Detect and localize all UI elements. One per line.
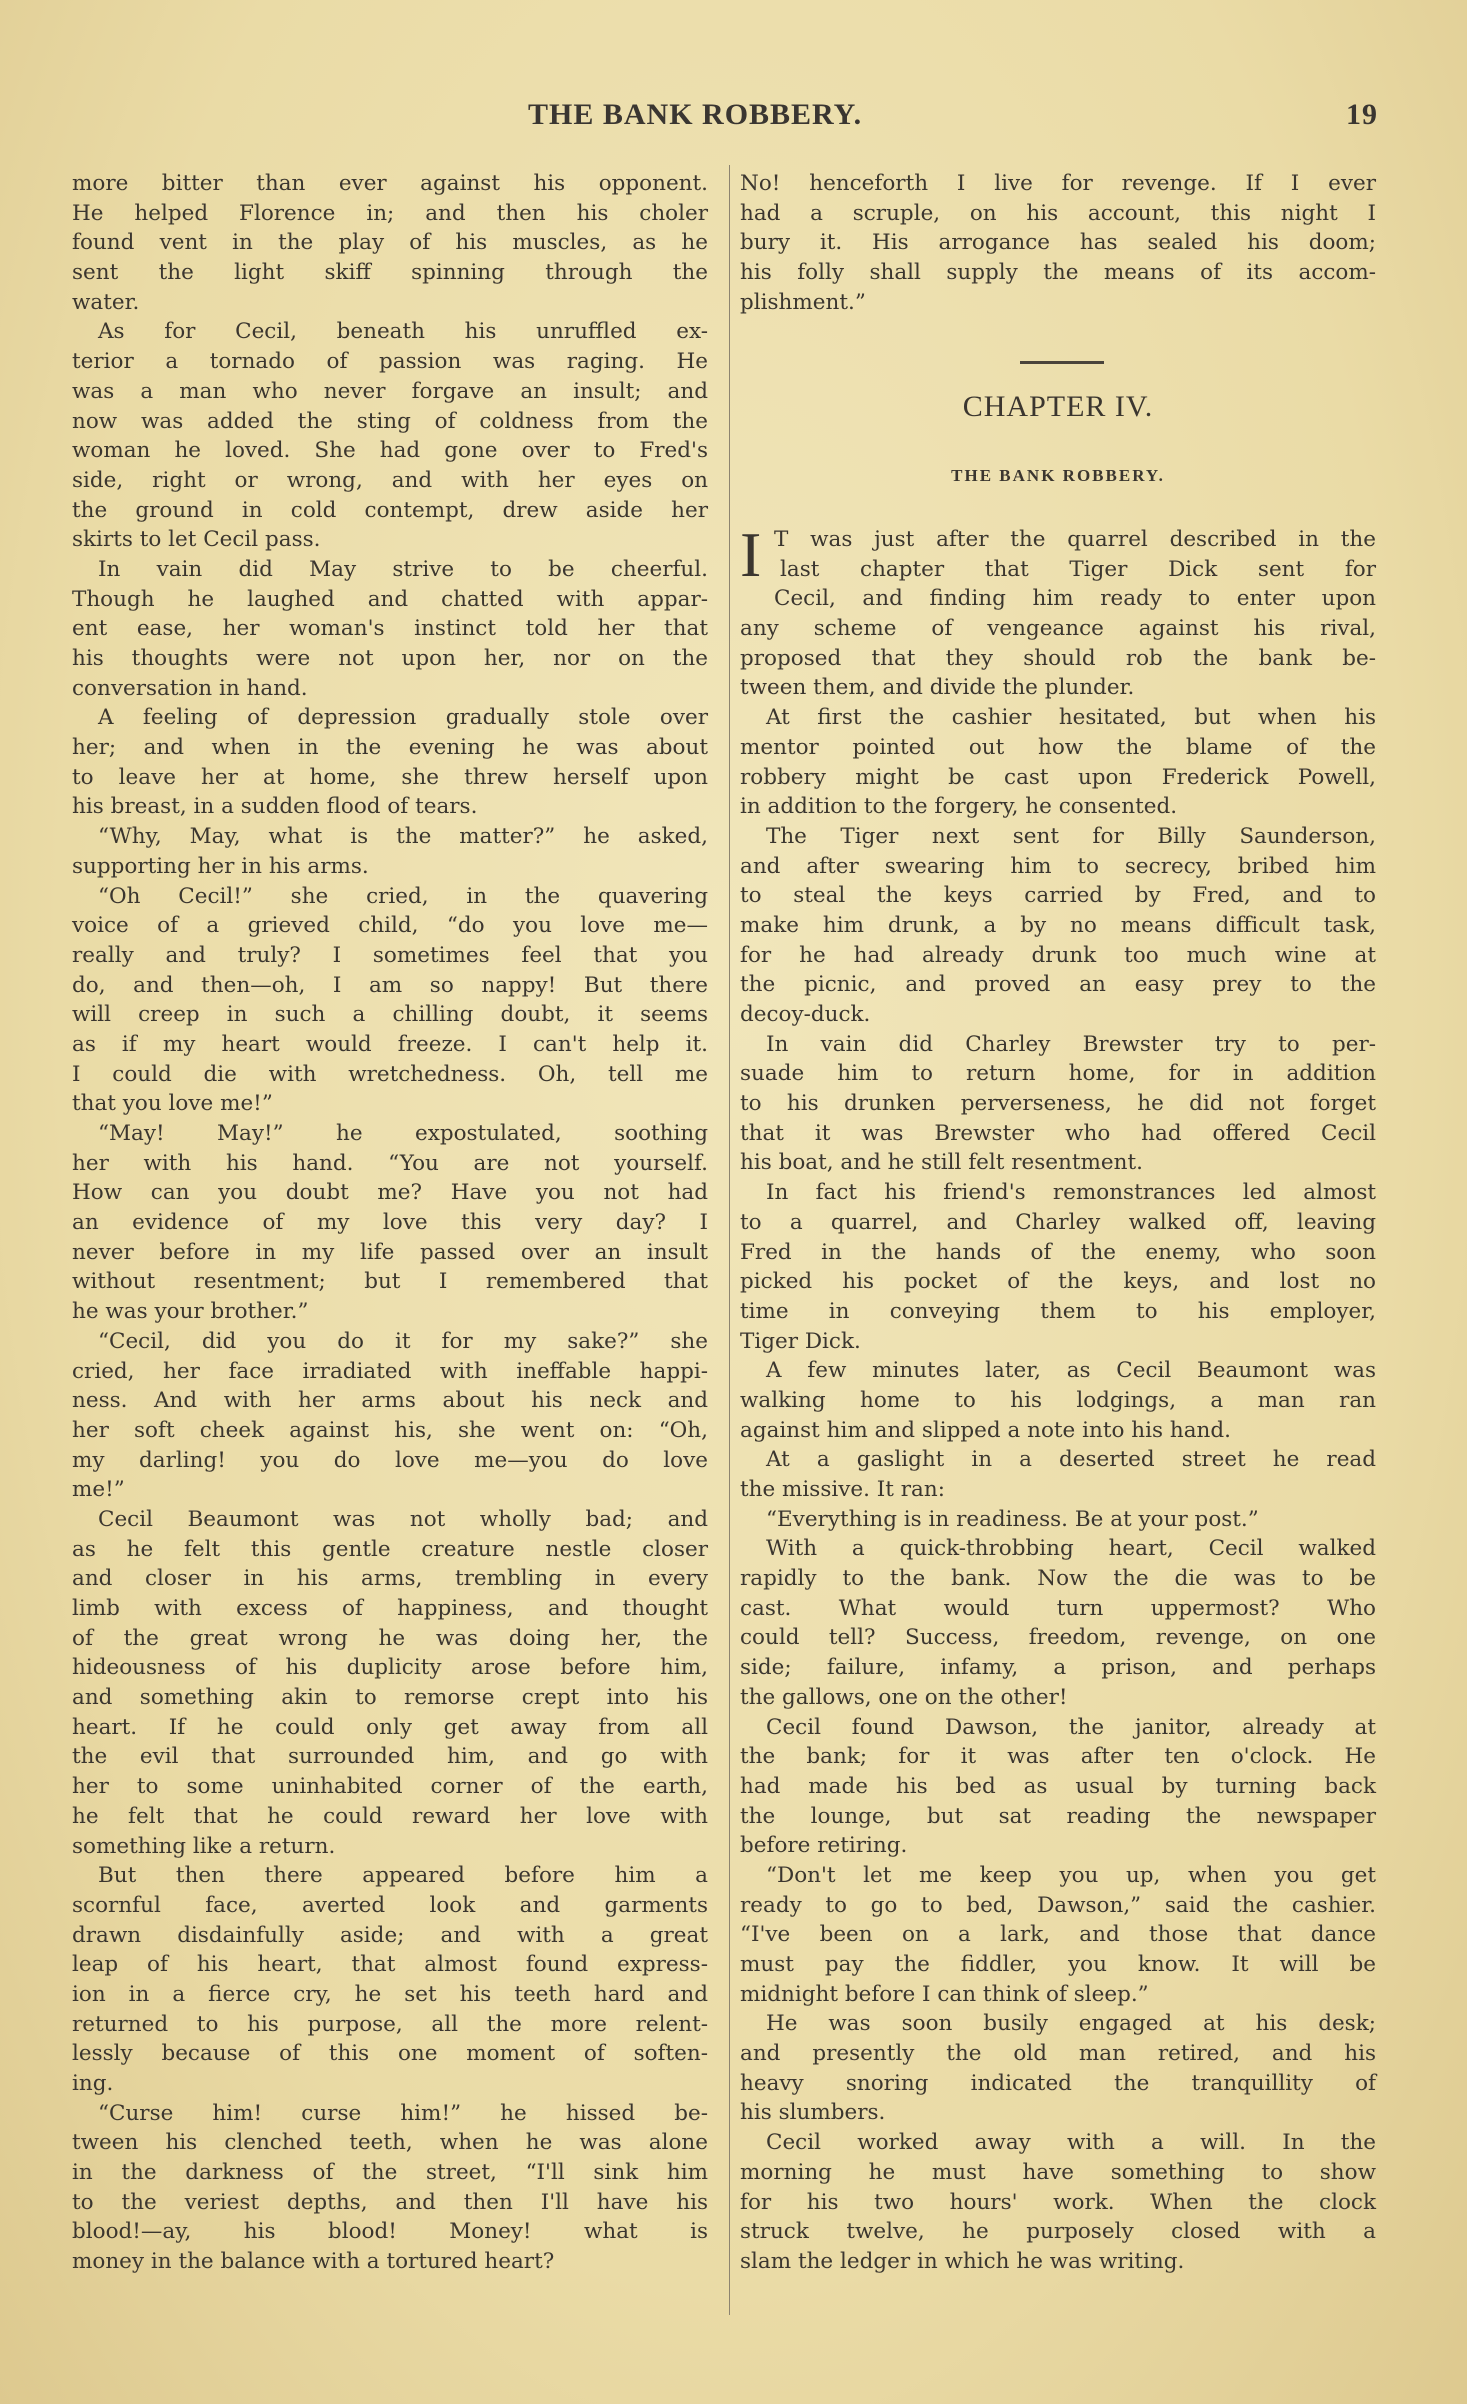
paragraph [72,555,708,703]
text-line: an evidence of my love this very day? I [72,1210,708,1236]
text-line: as he felt this gentle creature nestle closer [72,1536,708,1562]
text-line: bury it. His arrogance has sealed his doom; [740,230,1376,256]
chapter-subtitle: THE BANK ROBBERY. [951,466,1165,485]
text-line: slam the ledger in which he was writing. [740,2248,1185,2274]
text-line: in addition to the forgery, he consented. [740,794,1178,820]
text-line: tween them, and divide the plunder. [740,675,1135,701]
text-line: skirts to let Cecil pass. [72,527,321,553]
text-line: to steal the keys carried by Fred, and to [740,883,1376,909]
text-line: suade him to return home, for in addition [740,1061,1376,1087]
text-line: her with his hand. “You are not yourself. [72,1150,708,1176]
text-line: the picnic, and proved an easy prey to the [740,972,1376,998]
text-line: drawn disdainfully aside; and with a great [72,1922,708,1948]
text-line: As for Cecil, beneath his unruffled ex- [98,319,708,345]
text-line: struck twelve, he purposely closed with a [740,2219,1376,2245]
paragraph [740,2009,1376,2128]
text-line: scornful face, averted look and garments [72,1892,708,1918]
text-line: do, and then—oh, I am so nappy! But there [72,972,708,998]
text-line: Tiger Dick. [740,1328,861,1354]
text-line: conversation in hand. [72,675,308,701]
text-line: cast. What would turn uppermost? Who [740,1595,1376,1621]
text-line: “Everything is in readiness. Be at your post.” [766,1506,1259,1532]
text-line: terior a tornado of passion was raging. He [72,349,708,375]
text-line: and after swearing him to secrecy, bribed him [740,853,1376,879]
text-line: last chapter that Tiger Dick sent for [780,556,1376,582]
paragraph [740,822,1376,1030]
text-line: and something akin to remorse crept into his [72,1685,708,1711]
paragraph [72,703,708,822]
right-column-opening [740,169,1376,317]
text-line: the gallows, one on the other! [740,1684,1068,1710]
text-line: ion in a fierce cry, he set his teeth hard and [72,1981,708,2007]
text-line: really and truly? I sometimes feel that you [72,942,708,968]
text-line: found vent in the play of his muscles, as he [72,230,708,256]
text-line: had made his bed as usual by turning back [740,1773,1376,1799]
paragraph [72,1505,708,1861]
text-line: now was added the sting of coldness from the [72,408,708,434]
text-line: “Cecil, did you do it for my sake?” she [98,1328,708,1354]
paragraph [72,1119,708,1327]
text-line: more bitter than ever against his opponent. [72,171,708,196]
text-line: At first the cashier hesitated, but when his [766,705,1376,731]
text-line: Cecil Beaumont was not wholly bad; and [98,1506,708,1532]
text-line: plishment.” [740,289,866,315]
text-line: and presently the old man retired, and his [740,2041,1376,2067]
text-line: Cecil worked away with a will. In the [766,2130,1376,2156]
text-line: walking home to his lodgings, a man ran [740,1387,1376,1413]
text-line: proposed that they should rob the bank be- [740,645,1376,671]
paragraph [740,1534,1376,1712]
paragraph [740,1713,1376,1861]
text-line: hideousness of his duplicity arose before him, [72,1655,708,1681]
text-line: any scheme of vengeance against his rival, [740,616,1376,642]
text-line: my darling! you do love me—you do love [72,1447,708,1473]
text-line: rapidly to the bank. Now the die was to be [740,1566,1376,1592]
paragraph [740,1505,1376,1535]
text-line: returned to his purpose, all the more relent- [72,2011,708,2037]
text-line: side, right or wrong, and with her eyes on [72,467,708,493]
text-line: time in conveying them to his employer, [740,1298,1376,1324]
column-divider [729,165,730,2315]
text-line: will creep in such a chilling doubt, it seems [72,1002,708,1028]
text-line: decoy-duck. [740,1002,871,1027]
paragraph [72,1861,708,2099]
text-line: her soft cheek against his, she went on: “Oh, [72,1417,708,1443]
text-line: A few minutes later, as Cecil Beaumont was [766,1358,1376,1384]
paragraph [72,169,708,317]
text-line: as if my heart would freeze. I can't help it. [72,1031,708,1057]
text-line: In fact his friend's remonstrances led almost [766,1180,1376,1206]
text-line: to leave her at home, she threw herself upon [72,764,708,790]
paragraph [72,1327,708,1505]
text-line: Fred in the hands of the enemy, who soon [740,1239,1376,1265]
text-line: No! henceforth I live for revenge. If I ever [740,171,1376,196]
first-paragraph [740,519,1376,703]
text-line: “I've been on a lark, and those that dance [740,1922,1376,1948]
text-line: must pay the fiddler, you know. It will be [740,1952,1376,1977]
text-line: “Why, May, what is the matter?” he asked, [98,824,708,850]
text-line: the lounge, but sat reading the newspaper [740,1803,1376,1829]
text-line: woman he loved. She had gone over to Fred's [72,438,708,464]
text-line: ent ease, her woman's instinct told her that [72,616,708,642]
text-line: was a man who never forgave an insult; and [72,378,708,404]
text-line: that you love me!” [72,1091,273,1117]
text-line: lessly because of this one moment of soften- [72,2041,708,2067]
text-line: the bank; for it was after ten o'clock. He [740,1744,1376,1770]
text-line: in the darkness of the street, “I'll sink him [72,2160,708,2186]
text-line: heart. If he could only get away from all [72,1714,708,1740]
text-line: He was soon busily engaged at his desk; [766,2011,1376,2037]
text-line: ing. [72,2071,114,2096]
text-line: of the great wrong he was doing her, the [72,1625,708,1651]
text-line: How can you doubt me? Have you not had [72,1180,708,1206]
text-line: before retiring. [740,1833,908,1859]
text-line: her; and when in the evening he was about [72,735,708,761]
text-line: In vain did May strive to be cheerful. [98,556,708,582]
text-line: water. [72,289,140,315]
text-line: her to some uninhabited corner of the earth, [72,1774,708,1800]
text-line: Though he laughed and chatted with appar- [72,586,708,612]
text-line: he felt that he could reward her love with [72,1803,708,1829]
text-line: to a quarrel, and Charley walked off, leaving [740,1209,1376,1235]
text-line: make him drunk, a by no means difficult task, [740,912,1376,938]
text-line: Cecil, and finding him ready to enter upon [774,586,1376,612]
text-line: “Oh Cecil!” she cried, in the quavering [98,883,708,909]
text-line: “Don't let me keep you up, when you get [766,1862,1376,1888]
text-line: for he had already drunk too much wine at [740,942,1376,968]
text-line: ready to go to bed, Dawson,” said the cashier. [740,1892,1376,1918]
text-line: side; failure, infamy, a prison, and perhaps [740,1655,1376,1681]
text-line: A feeling of depression gradually stole over [98,705,708,731]
text-line: leap of his heart, that almost found express- [72,1952,708,1978]
left-column [72,169,708,2277]
text-line: the missive. It ran: [740,1477,945,1502]
paragraph [72,882,708,1120]
text-line: heavy snoring indicated the tranquillity of [740,2070,1376,2096]
paragraph [740,703,1376,822]
text-line: something like a return. [72,1833,336,1859]
text-line: limb with excess of happiness, and thought [72,1596,708,1621]
text-line: had a scruple, on his account, this night I [740,200,1376,226]
section-rule [1020,361,1104,364]
text-line: supporting her in his arms. [72,853,369,879]
paragraph [740,2128,1376,2276]
text-line: his thoughts were not upon her, nor on the [72,646,708,671]
drop-cap: I [740,519,762,590]
paragraph [740,1861,1376,2009]
text-line: without resentment; but I remembered that [72,1269,708,1295]
text-line: The Tiger next sent for Billy Saunderson, [766,823,1376,849]
text-line: T was just after the quarrel described in the [774,527,1376,552]
text-line: I could die with wretchedness. Oh, tell me [72,1061,708,1087]
text-line: could tell? Success, freedom, revenge, on one [740,1625,1376,1651]
text-line: With a quick-throbbing heart, Cecil walked [766,1536,1376,1562]
paragraph [72,822,708,881]
text-line: and closer in his arms, trembling in every [72,1566,708,1592]
text-line: voice of a grieved child, “do you love me— [72,913,708,939]
text-line: At a gaslight in a deserted street he read [766,1447,1376,1473]
text-line: mentor pointed out how the blame of the [740,734,1376,760]
text-line: against him and slipped a note into his hand. [740,1417,1231,1443]
paragraph [740,169,1376,317]
text-line: his folly shall supply the means of its accom- [740,260,1376,286]
paragraph [72,317,708,555]
text-line: me!” [72,1477,125,1503]
text-line: that it was Brewster who had offered Cecil [740,1120,1376,1146]
running-title: THE BANK ROBBERY. [528,98,863,131]
text-line: his breast, in a sudden flood of tears. [72,794,478,820]
text-line: to the veriest depths, and then I'll have his [72,2189,708,2215]
paragraph [740,1178,1376,1356]
text-line: tween his clenched teeth, when he was alone [72,2130,708,2156]
right-column-body [740,519,1376,2277]
text-line: He helped Florence in; and then his choler [72,200,708,226]
paragraph [740,1356,1376,1445]
text-line: to his drunken perverseness, he did not forget [740,1091,1376,1117]
text-line: for his two hours' work. When the clock [740,2189,1376,2215]
text-line: never before in my life passed over an insult [72,1239,708,1265]
paragraph [740,1445,1376,1504]
text-line: cried, her face irradiated with ineffable happi- [72,1358,708,1384]
paragraph [72,2099,708,2277]
text-line: sent the light skiff spinning through the [72,260,708,286]
text-line: the ground in cold contempt, drew aside her [72,497,708,523]
text-line: blood!—ay, his blood! Money! what is [72,2219,708,2245]
text-line: But then there appeared before him a [98,1863,708,1889]
text-line: ness. And with her arms about his neck and [72,1388,708,1414]
text-line: his slumbers. [740,2100,886,2126]
paragraph [740,1030,1376,1178]
text-line: midnight before I can think of sleep.” [740,1981,1149,2007]
text-line: money in the balance with a tortured heart? [72,2249,555,2275]
text-line: he was your brother.” [72,1299,309,1325]
text-line: picked his pocket of the keys, and lost no [740,1269,1376,1295]
text-line: Cecil found Dawson, the janitor, already at [766,1714,1376,1740]
text-line: morning he must have something to show [740,2159,1376,2185]
text-line: “May! May!” he expostulated, soothing [98,1121,708,1146]
page-number: 19 [1346,98,1378,131]
text-line: robbery might be cast upon Frederick Powell, [740,764,1376,790]
text-line: the evil that surrounded him, and go with [72,1744,708,1770]
chapter-title: CHAPTER IV. [962,390,1154,423]
text-line: his boat, and he still felt resentment. [740,1150,1143,1176]
text-line: “Curse him! curse him!” he hissed be- [98,2100,708,2126]
text-line: In vain did Charley Brewster try to per- [766,1031,1376,1057]
